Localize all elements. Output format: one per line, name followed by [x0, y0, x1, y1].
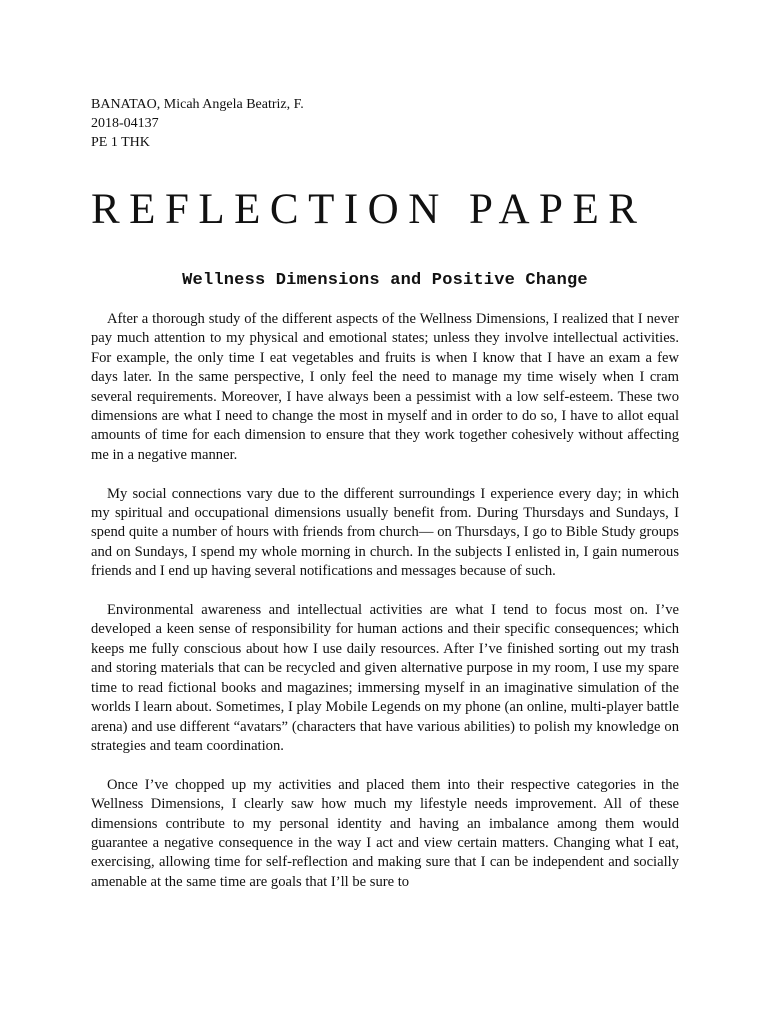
paper-subtitle: Wellness Dimensions and Positive Change — [182, 271, 588, 290]
paragraph-4: Once I’ve chopped up my activities and placed them into their respective categories in the Wellness Dimensions, I clearly saw how much my lifestyle needs improvement. All of these dimensions contribute to my personal identity and having an imbalance among them would guarantee a negative consequence in the way I act and view certain matters. Changing what I eat, exercising, allowing time for self-reflection and making sure that I can be independent and socially amenable at the same time are goals that I’ll be sure to — [91, 776, 679, 890]
paper-body — [91, 310, 679, 892]
course-code: PE 1 THK — [91, 135, 150, 150]
document-page — [91, 95, 679, 912]
student-number: 2018-04137 — [91, 116, 159, 131]
paper-title: REFLECTION PAPER — [91, 186, 647, 233]
paragraph-1: After a thorough study of the different aspects of the Wellness Dimensions, I realized that I never pay much attention to my physical and emotional states; unless they involve intellectual activities. For example, the only time I eat vegetables and fruits is when I know that I have an exam a few days later. In the same perspective, I only feel the need to manage my time wisely when I cram several requirements. Moreover, I have always been a pessimist with a low self-esteem. These two dimensions are what I need to change the most in myself and in order to do so, I have to allot equal amounts of time for each dimension to ensure that they work together cohesively without affecting me in a negative manner. — [91, 311, 679, 463]
author-name: BANATAO, Micah Angela Beatriz, F. — [91, 97, 304, 112]
paragraph-3: Environmental awareness and intellectual activities are what I tend to focus most on. I’ve developed a keen sense of responsibility for human actions and their specific consequences; which keeps me fully conscious about how I use daily resources. After I’ve finished sorting out my trash and storing materials that can be recycled and given alternative purpose in my room, I use my spare time to read fictional books and magazines; immersing myself in an imaginative simulation of the worlds I learn about. Sometimes, I play Mobile Legends on my phone (an online, multi-player battle arena) and use different “avatars” (characters that have various abilities) to polish my knowledge on strategies and team coordination. — [91, 602, 679, 754]
paragraph-2: My social connections vary due to the different surroundings I experience every day; in which my spiritual and occupational dimensions usually benefit from. During Thursdays and Sundays, I spend quite a number of hours with friends from church— on Thursdays, I go to Bible Study groups and on Sundays, I spend my whole morning in church. In the subjects I enlisted in, I gain numerous friends and I end up having several notifications and messages because of such. — [91, 485, 679, 580]
